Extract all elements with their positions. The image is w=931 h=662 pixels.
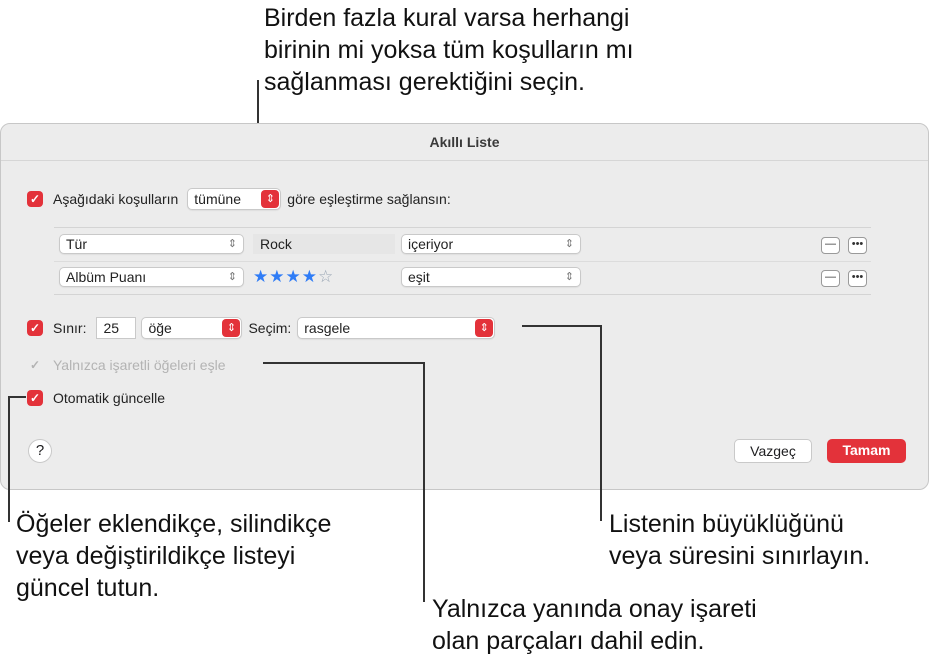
checkmark-icon: ✓ bbox=[29, 358, 41, 372]
selection-select[interactable] bbox=[297, 317, 495, 339]
match-selector[interactable] bbox=[187, 188, 281, 210]
match-prefix: Aşağıdaki koşulların bbox=[53, 191, 179, 207]
updown-chevron-icon: ⇕ bbox=[564, 238, 574, 250]
cancel-label: Vazgeç bbox=[750, 443, 796, 459]
updown-chevron-icon: ⇕ bbox=[475, 319, 493, 337]
star-filled-icon: ★ bbox=[285, 267, 302, 286]
rule-field-select[interactable] bbox=[59, 267, 244, 287]
limit-unit-select[interactable] bbox=[141, 317, 242, 339]
callout-limit: Listenin büyüklüğünü veya süresini sınırlayın. bbox=[609, 510, 871, 570]
rule-field-value: Albüm Puanı bbox=[66, 269, 147, 285]
rule-divider bbox=[54, 261, 871, 262]
match-suffix: göre eşleştirme sağlansın: bbox=[287, 191, 451, 207]
live-update-row bbox=[27, 390, 165, 406]
rule-more-button[interactable] bbox=[848, 270, 867, 287]
rule-field-value: Tür bbox=[66, 236, 87, 252]
leader-line bbox=[423, 362, 425, 602]
help-button[interactable] bbox=[28, 439, 52, 463]
rule-operator-value: eşit bbox=[408, 269, 430, 285]
updown-chevron-icon: ⇕ bbox=[227, 271, 237, 283]
ok-label: Tamam bbox=[842, 442, 891, 458]
updown-chevron-icon: ⇕ bbox=[222, 319, 240, 337]
updown-chevron-icon: ⇕ bbox=[261, 190, 279, 208]
dialog-title: Akıllı Liste bbox=[1, 124, 928, 161]
limit-row bbox=[27, 317, 495, 339]
callout-match-rules: Birden fazla kural varsa herhangi birinin mi yoksa tüm koşulların mı sağlanması gerektiğini seçin. bbox=[264, 4, 634, 96]
live-update-label: Otomatik güncelle bbox=[53, 390, 166, 406]
help-icon: ? bbox=[35, 442, 45, 459]
match-checkbox[interactable] bbox=[27, 191, 43, 207]
ellipsis-icon: ••• bbox=[851, 238, 864, 250]
leader-line bbox=[8, 396, 10, 522]
minus-icon: — bbox=[825, 238, 836, 250]
live-update-checkbox[interactable] bbox=[27, 390, 43, 406]
remove-rule-button[interactable] bbox=[821, 270, 840, 287]
minus-icon: — bbox=[825, 271, 836, 283]
callout-live-update: Öğeler eklendikçe, silindikçe veya değiştirildikçe listeyi güncel tutun. bbox=[16, 510, 332, 602]
rule-operator-value: içeriyor bbox=[408, 236, 454, 252]
ok-button[interactable] bbox=[827, 439, 906, 463]
cancel-button[interactable] bbox=[734, 439, 812, 463]
limit-amount-input[interactable] bbox=[96, 317, 136, 339]
rule-row bbox=[59, 267, 581, 287]
match-row bbox=[27, 188, 451, 210]
limit-amount-value: 25 bbox=[103, 320, 120, 336]
rule-more-button[interactable] bbox=[848, 237, 867, 254]
rule-operator-select[interactable] bbox=[401, 234, 581, 254]
limit-unit-value: öğe bbox=[148, 320, 172, 336]
star-empty-icon: ☆ bbox=[318, 267, 335, 286]
checked-only-checkbox[interactable] bbox=[27, 357, 43, 373]
rule-value-text: Rock bbox=[260, 236, 292, 252]
rule-row bbox=[59, 234, 581, 254]
rating-stars[interactable] bbox=[253, 267, 395, 287]
checkmark-icon: ✓ bbox=[29, 391, 41, 405]
checked-only-row bbox=[27, 357, 226, 373]
rules-list bbox=[54, 227, 871, 295]
checked-only-label: Yalnızca işaretli öğeleri eşle bbox=[53, 357, 226, 373]
smart-playlist-dialog bbox=[0, 123, 929, 490]
star-filled-icon: ★ bbox=[269, 267, 286, 286]
rule-operator-select[interactable] bbox=[401, 267, 581, 287]
star-filled-icon: ★ bbox=[301, 267, 318, 286]
checkmark-icon: ✓ bbox=[29, 321, 41, 335]
rule-value-input[interactable] bbox=[253, 234, 395, 254]
selection-label: Seçim: bbox=[248, 320, 292, 336]
callout-checked-only: Yalnızca yanında onay işareti olan parçaları dahil edin. bbox=[432, 595, 757, 655]
leader-line bbox=[263, 362, 425, 364]
leader-line bbox=[8, 396, 26, 398]
limit-label: Sınır: bbox=[53, 320, 87, 336]
leader-line bbox=[522, 325, 602, 327]
leader-line bbox=[600, 325, 602, 521]
remove-rule-button[interactable] bbox=[821, 237, 840, 254]
updown-chevron-icon: ⇕ bbox=[564, 271, 574, 283]
limit-checkbox[interactable] bbox=[27, 320, 43, 336]
ellipsis-icon: ••• bbox=[851, 271, 864, 283]
updown-chevron-icon: ⇕ bbox=[227, 238, 237, 250]
selection-value: rasgele bbox=[304, 320, 351, 336]
checkmark-icon: ✓ bbox=[29, 192, 41, 206]
rule-field-select[interactable] bbox=[59, 234, 244, 254]
star-filled-icon: ★ bbox=[253, 267, 270, 286]
match-selector-value: tümüne bbox=[194, 191, 241, 207]
